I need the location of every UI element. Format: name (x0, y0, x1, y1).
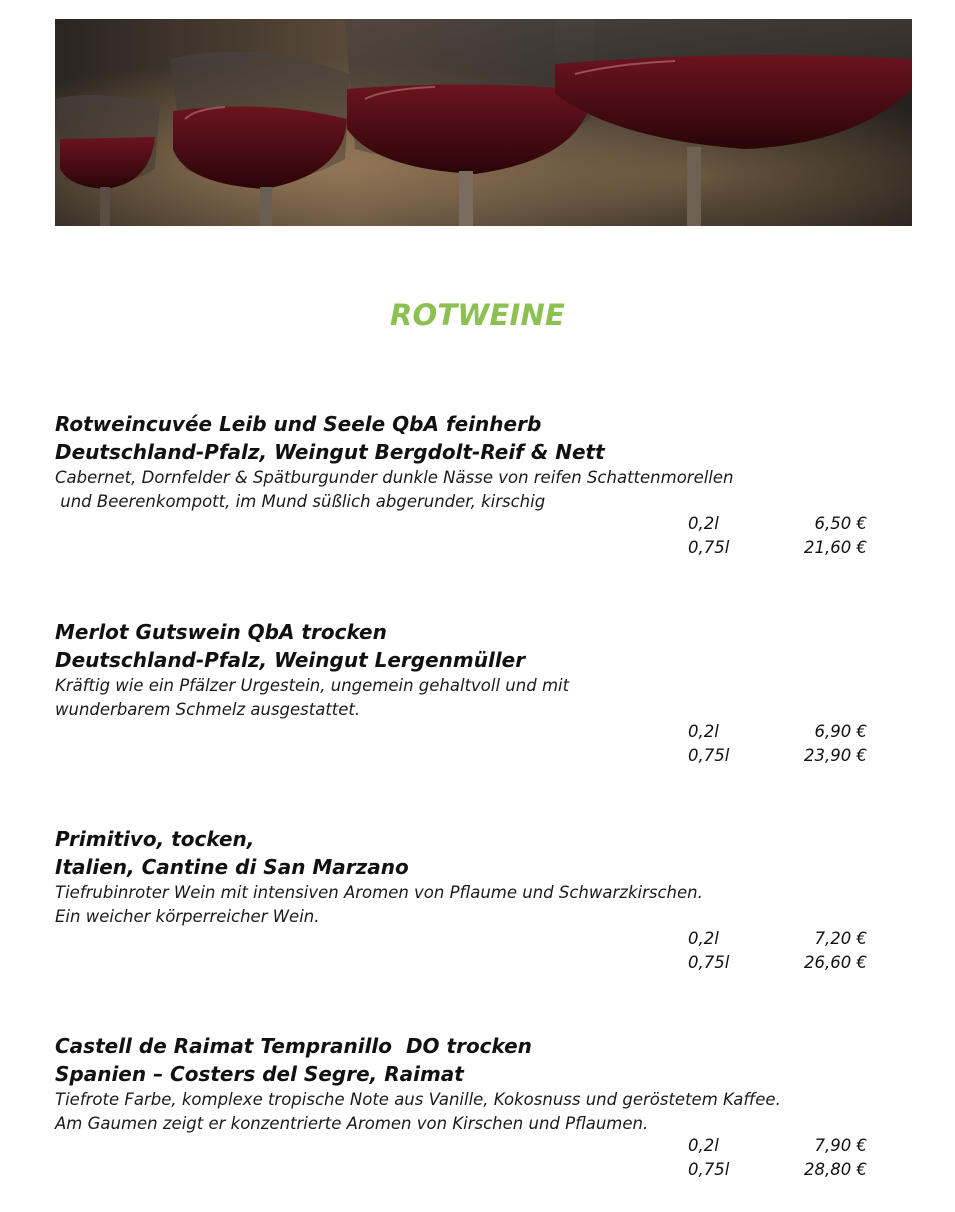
wine-description: Am Gaumen zeigt er konzentrierte Aromen von Kirschen und Pflaumen. (55, 1114, 649, 1133)
wine-description: Tiefrote Farbe, komplexe tropische Note aus Vanille, Kokosnuss und geröstetem Kaffee. (55, 1090, 781, 1109)
price: 26,60 € (804, 953, 867, 972)
wine-entry (55, 1032, 895, 1184)
serving-size: 0,2l (688, 514, 719, 533)
price-row (55, 1136, 895, 1160)
wine-description: Kräftig wie ein Pfälzer Urgestein, ungemein gehaltvoll und mit (55, 676, 570, 695)
wine-name: Castell de Raimat Tempranillo DO trocken (55, 1034, 532, 1058)
price-row (55, 953, 895, 977)
page-title: ROTWEINE (389, 298, 566, 332)
wine-description: Ein weicher körperreicher Wein. (55, 907, 320, 926)
wine-description: Cabernet, Dornfelder & Spätburgunder dunkle Nässe von reifen Schattenmorellen (55, 468, 734, 487)
price-row (55, 722, 895, 746)
serving-size: 0,2l (688, 722, 719, 741)
wine-origin: Spanien – Costers del Segre, Raimat (55, 1062, 464, 1086)
wine-name: Rotweincuvée Leib und Seele QbA feinherb (55, 412, 542, 436)
wine-entry (55, 410, 895, 562)
wine-entry (55, 618, 895, 770)
serving-size: 0,75l (688, 538, 730, 557)
price-list (55, 1136, 895, 1184)
price: 7,90 € (814, 1136, 867, 1155)
price: 28,80 € (804, 1160, 867, 1179)
serving-size: 0,2l (688, 1136, 719, 1155)
price-row (55, 538, 895, 562)
price: 6,90 € (814, 722, 867, 741)
serving-size: 0,75l (688, 746, 730, 765)
price-row (55, 1160, 895, 1184)
serving-size: 0,75l (688, 1160, 730, 1179)
price-row (55, 514, 895, 538)
wine-origin: Italien, Cantine di San Marzano (55, 855, 409, 879)
wine-description: Tiefrubinroter Wein mit intensiven Aromen von Pflaume und Schwarzkirschen. (55, 883, 703, 902)
price-list (55, 514, 895, 562)
wine-origin: Deutschland-Pfalz, Weingut Bergdolt-Reif & Nett (55, 440, 605, 464)
price-row (55, 929, 895, 953)
price-row (55, 746, 895, 770)
wine-name: Merlot Gutswein QbA trocken (55, 620, 387, 644)
wine-glasses-banner (55, 19, 912, 226)
wine-origin: Deutschland-Pfalz, Weingut Lergenmüller (55, 648, 526, 672)
price-list (55, 722, 895, 770)
price: 21,60 € (804, 538, 867, 557)
price: 6,50 € (814, 514, 867, 533)
wine-description: und Beerenkompott, im Mund süßlich abgerunder, kirschig (55, 492, 546, 511)
price-list (55, 929, 895, 977)
wine-description: wunderbarem Schmelz ausgestattet. (55, 700, 361, 719)
price: 23,90 € (804, 746, 867, 765)
wine-glasses-image (55, 19, 912, 226)
serving-size: 0,2l (688, 929, 719, 948)
wine-entry (55, 825, 895, 977)
serving-size: 0,75l (688, 953, 730, 972)
wine-name: Primitivo, tocken, (55, 827, 255, 851)
price: 7,20 € (814, 929, 867, 948)
